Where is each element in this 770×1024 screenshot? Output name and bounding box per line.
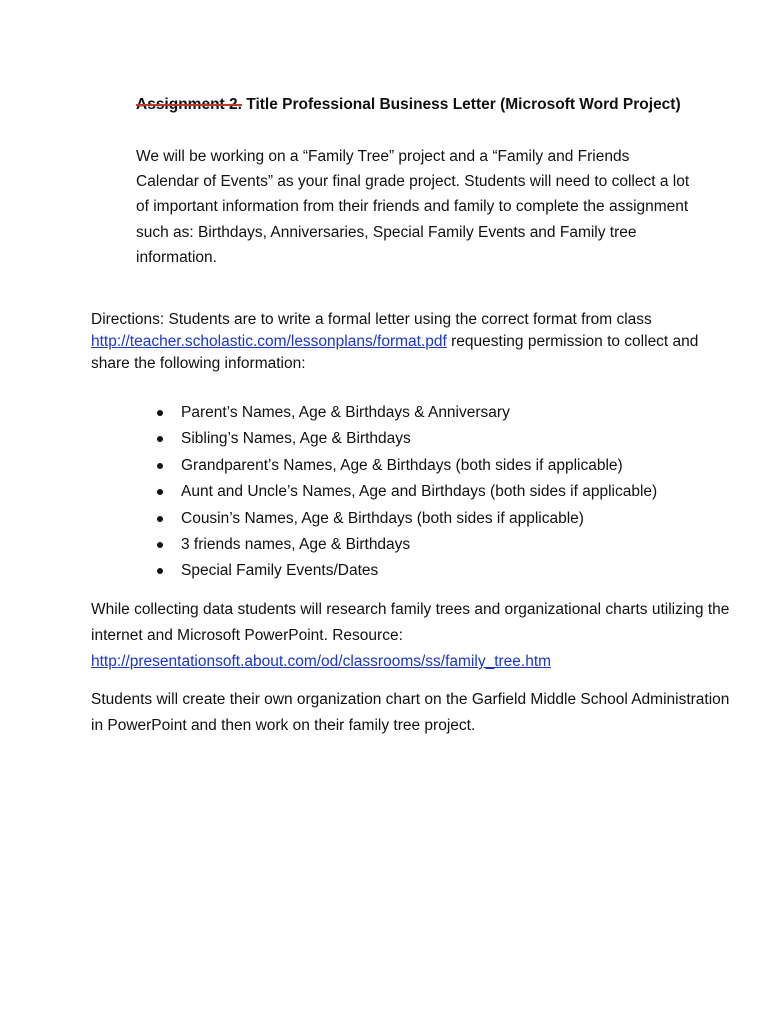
list-item — [155, 426, 657, 452]
bullet-icon — [157, 568, 163, 574]
directions-paragraph — [91, 309, 741, 375]
list-item — [155, 558, 657, 584]
closing-paragraph: Students will create their own organization chart on the Garfield Middle School Administration in PowerPoint and then work on their family tree project. — [91, 691, 730, 734]
bullet-icon — [157, 463, 163, 469]
intro-paragraph: We will be working on a “Family Tree” project and a “Family and Friends Calendar of Events” as your final grade project. Students will need to collect a lot of important information from their friends and family to complete the assignment such as: Birthdays, Anniversaries, Special Family Events and Family tree information. — [136, 148, 690, 266]
list-item-text: Cousin’s Names, Age & Birthdays (both sides if applicable) — [181, 509, 584, 527]
family-tree-resource-link[interactable]: http://presentationsoft.about.com/od/classrooms/ss/family_tree.htm — [91, 653, 552, 670]
list-item — [155, 532, 657, 558]
title-struck-text: Assignment 2. — [136, 96, 242, 113]
list-item — [155, 506, 657, 532]
bullet-icon — [157, 489, 163, 495]
list-item-text: Sibling’s Names, Age & Birthdays — [181, 430, 411, 448]
list-item-text: Special Family Events/Dates — [181, 562, 379, 580]
directions-text-before: Directions: Students are to write a formal letter using the correct format from class — [91, 311, 652, 328]
bullet-icon — [157, 436, 163, 442]
list-item-text: 3 friends names, Age & Birthdays — [181, 535, 411, 553]
list-item — [155, 453, 657, 479]
bullet-icon — [157, 542, 163, 548]
list-item-text: Grandparent’s Names, Age & Birthdays (both sides if applicable) — [181, 456, 623, 474]
information-list — [155, 400, 657, 585]
list-item-text: Parent’s Names, Age & Birthdays & Anniversary — [181, 404, 510, 421]
list-item — [155, 400, 657, 426]
list-item — [155, 479, 657, 505]
format-pdf-link[interactable]: http://teacher.scholastic.com/lessonplans/format.pdf — [91, 333, 447, 350]
bullet-icon — [157, 516, 163, 522]
assignment-title — [136, 93, 736, 117]
collecting-paragraph — [91, 597, 741, 675]
collecting-text: While collecting data students will research family trees and organizational charts utilizing the internet and Microsoft PowerPoint. Resource: — [91, 601, 730, 644]
title-text: Title Professional Business Letter (Microsoft Word Project) — [241, 96, 681, 113]
list-item-text: Aunt and Uncle’s Names, Age and Birthdays (both sides if applicable) — [181, 483, 658, 501]
bullet-icon — [157, 410, 163, 416]
directions-text-after: requesting permission to collect and share the following information: — [91, 333, 699, 372]
